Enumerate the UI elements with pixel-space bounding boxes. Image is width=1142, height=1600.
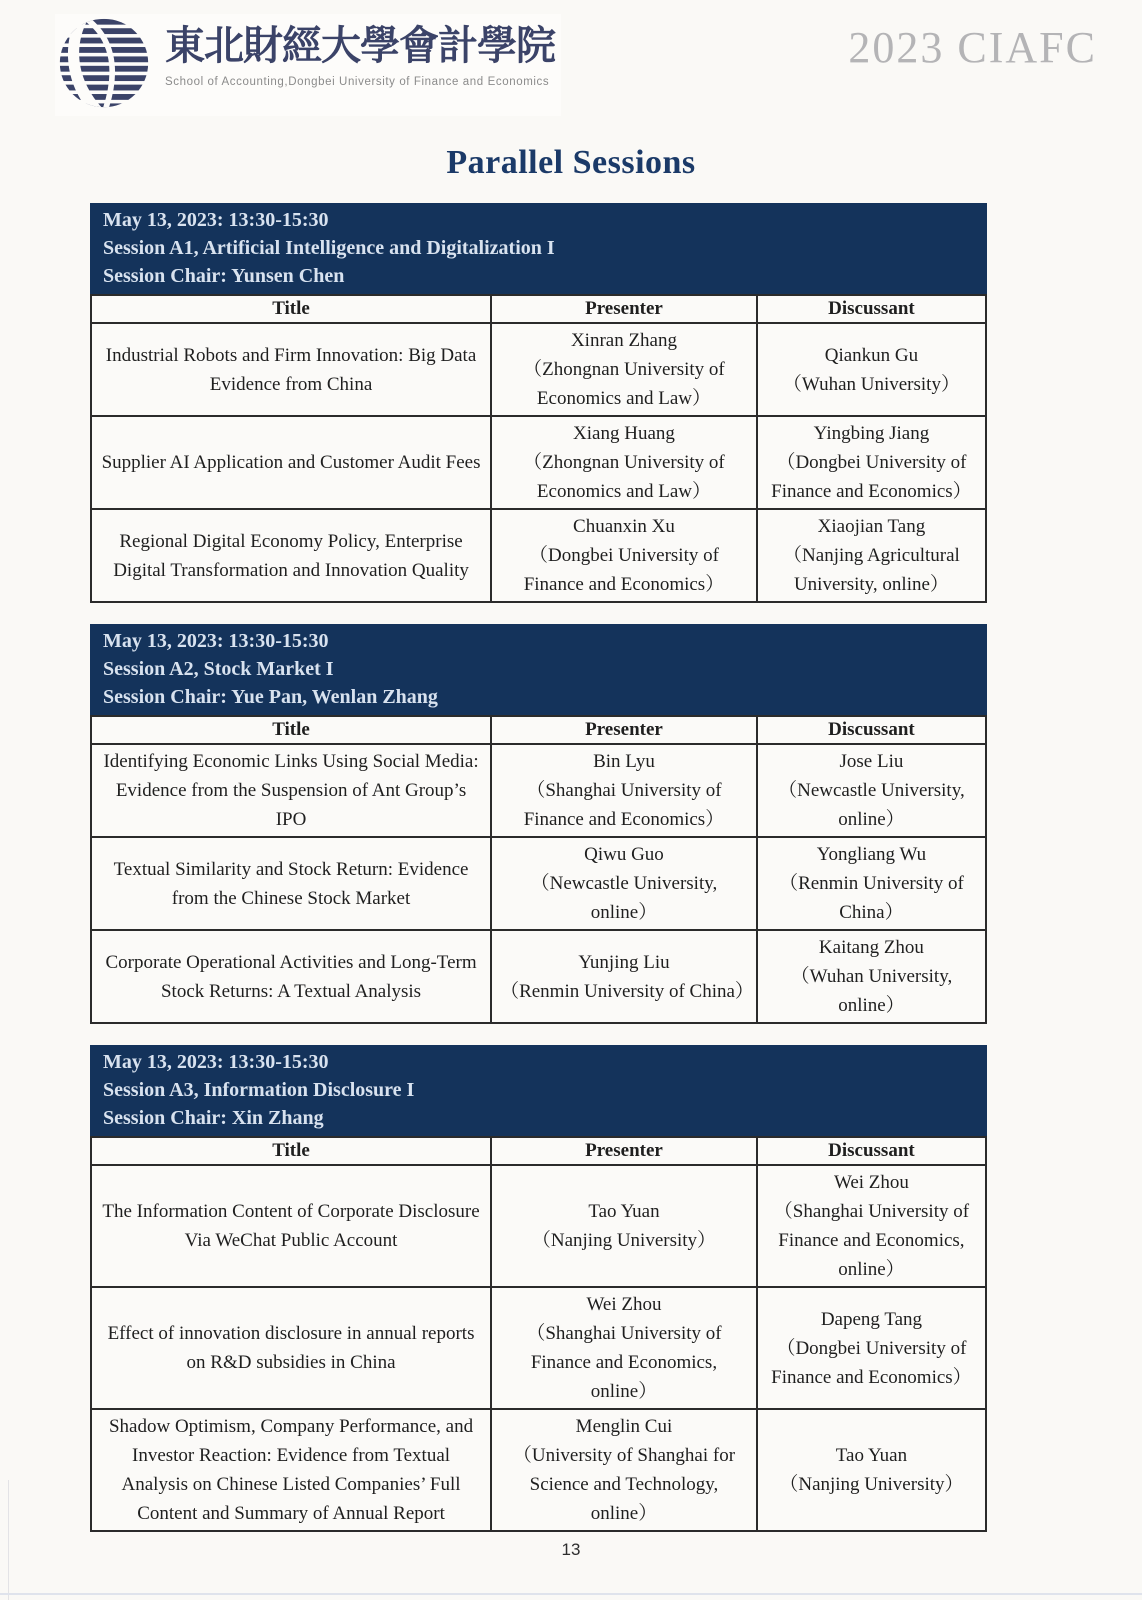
- presenter-affiliation: （Nanjing University）: [531, 1230, 717, 1251]
- paper-title: Identifying Economic Links Using Social Media: Evidence from the Suspension of Ant Group’s IPO: [91, 744, 491, 837]
- event-wordmark: 2023 CIAFC: [848, 23, 1097, 72]
- presenter-affiliation: （Shanghai University of Finance and Economics, online）: [526, 1323, 722, 1402]
- table-row: [91, 744, 986, 837]
- session-name: Session A2, Stock Market I: [103, 658, 334, 680]
- presenter-cell: [491, 416, 757, 509]
- session-a3-header: [90, 1045, 987, 1136]
- page-header: [0, 0, 1142, 118]
- discussant-affiliation: （Renmin University of China）: [779, 873, 964, 923]
- session-a2-header: [90, 624, 987, 715]
- presenter-name: Qiwu Guo: [584, 844, 664, 865]
- session-datetime: May 13, 2023: 13:30-15:30: [103, 630, 329, 652]
- paper-title: Regional Digital Economy Policy, Enterprise Digital Transformation and Innovation Quality: [91, 509, 491, 602]
- table-header-row: [91, 716, 986, 744]
- discussant-name: Dapeng Tang: [820, 1308, 923, 1330]
- column-header-discussant: Discussant: [757, 1137, 986, 1165]
- presenter-name: Bin Lyu: [593, 751, 655, 772]
- column-header-presenter: Presenter: [491, 1137, 757, 1165]
- session-a1-header: [90, 203, 987, 294]
- discussant-cell: [757, 416, 986, 509]
- presenter-name: Yunjing Liu: [578, 951, 670, 973]
- session-name: Session A1, Artificial Intelligence and Digitalization I: [103, 237, 555, 259]
- presenter-cell: [491, 744, 757, 837]
- column-header-presenter: Presenter: [491, 716, 757, 744]
- discussant-affiliation: （Nanjing University）: [779, 1474, 964, 1495]
- school-logo: [55, 14, 561, 116]
- discussant-name: Yongliang Wu: [816, 844, 927, 865]
- discussant-affiliation: （Newcastle University, online）: [778, 780, 965, 830]
- presenter-name: Tao Yuan: [588, 1201, 660, 1222]
- paper-title: The Information Content of Corporate Disclosure Via WeChat Public Account: [91, 1165, 491, 1287]
- discussant-cell: [757, 930, 986, 1023]
- presenter-affiliation: （Zhongnan University of Economics and Law）: [523, 452, 725, 502]
- column-header-discussant: Discussant: [757, 716, 986, 744]
- discussant-cell: [757, 1409, 986, 1531]
- table-row: [91, 416, 986, 509]
- session-a2-table: [90, 715, 987, 1024]
- session-chair: Session Chair: Yue Pan, Wenlan Zhang: [103, 686, 438, 708]
- table-row: [91, 509, 986, 602]
- presenter-affiliation: （Renmin University of China）: [500, 980, 754, 1002]
- presenter-cell: [491, 509, 757, 602]
- session-a1-table: [90, 294, 987, 603]
- logo-english-name: School of Accounting,Dongbei University of Finance and Economics: [165, 76, 550, 88]
- paper-title: Corporate Operational Activities and Long-Term Stock Returns: A Textual Analysis: [91, 930, 491, 1023]
- presenter-name: Xinran Zhang: [570, 330, 677, 351]
- presenter-cell: [491, 1165, 757, 1287]
- discussant-cell: [757, 509, 986, 602]
- discussant-affiliation: （Wuhan University, online）: [790, 966, 953, 1016]
- discussant-cell: [757, 837, 986, 930]
- presenter-affiliation: （Newcastle University, online）: [530, 873, 718, 923]
- discussant-name: Jose Liu: [839, 751, 904, 772]
- presenter-name: Xiang Huang: [573, 423, 675, 444]
- table-header-row: [91, 295, 986, 323]
- presenter-name: Chuanxin Xu: [573, 516, 675, 537]
- presenter-affiliation: （Dongbei University of Finance and Economics）: [523, 545, 725, 595]
- discussant-cell: [757, 744, 986, 837]
- discussant-affiliation: （Dongbei University of Finance and Economics）: [771, 452, 972, 502]
- session-a1: [90, 203, 987, 603]
- presenter-cell: [491, 1409, 757, 1531]
- discussant-name: Kaitang Zhou: [818, 937, 924, 958]
- presenter-cell: [491, 323, 757, 416]
- table-row: [91, 1165, 986, 1287]
- table-row: [91, 837, 986, 930]
- paper-title: Textual Similarity and Stock Return: Evidence from the Chinese Stock Market: [91, 837, 491, 930]
- table-header-row: [91, 1137, 986, 1165]
- presenter-affiliation: （Shanghai University of Finance and Economics）: [523, 780, 725, 830]
- session-name: Session A3, Information Disclosure I: [103, 1079, 415, 1101]
- discussant-affiliation: （Dongbei University of Finance and Economics）: [771, 1337, 972, 1388]
- session-a2: [90, 624, 987, 1024]
- discussant-name: Tao Yuan: [835, 1445, 908, 1466]
- logo-chinese-name: 東北財經大學會計學院: [165, 23, 555, 68]
- column-header-discussant: Discussant: [757, 295, 986, 323]
- discussant-cell: [757, 1287, 986, 1409]
- table-row: [91, 323, 986, 416]
- table-row: [91, 930, 986, 1023]
- paper-title: Supplier AI Application and Customer Audit Fees: [91, 416, 491, 509]
- discussant-name: Qiankun Gu: [824, 344, 919, 366]
- column-header-title: Title: [91, 295, 491, 323]
- session-chair: Session Chair: Yunsen Chen: [103, 265, 345, 287]
- presenter-name: Wei Zhou: [586, 1294, 662, 1315]
- paper-title: Industrial Robots and Firm Innovation: Big Data Evidence from China: [91, 323, 491, 416]
- discussant-name: Yingbing Jiang: [813, 423, 930, 444]
- discussant-affiliation: （Shanghai University of Finance and Economics, online）: [773, 1201, 970, 1280]
- discussant-name: Xiaojian Tang: [817, 516, 926, 537]
- session-chair: Session Chair: Xin Zhang: [103, 1107, 324, 1129]
- table-row: [91, 1287, 986, 1409]
- session-a3-table: [90, 1136, 987, 1532]
- paper-title: Effect of innovation disclosure in annual reports on R&D subsidies in China: [91, 1287, 491, 1409]
- presenter-affiliation: （University of Shanghai for Science and Technology, online）: [512, 1445, 736, 1524]
- presenter-cell: [491, 930, 757, 1023]
- session-datetime: May 13, 2023: 13:30-15:30: [103, 1051, 329, 1073]
- discussant-cell: [757, 1165, 986, 1287]
- page-number: 13: [561, 1540, 581, 1559]
- discussant-affiliation: （Nanjing Agricultural University, online）: [783, 545, 960, 595]
- session-a3: [90, 1045, 987, 1532]
- paper-title: Shadow Optimism, Company Performance, and Investor Reaction: Evidence from Textual Analysis on Chinese Listed Companies’ Full Content and Summary of Annual Report: [91, 1409, 491, 1531]
- column-header-presenter: Presenter: [491, 295, 757, 323]
- column-header-title: Title: [91, 1137, 491, 1165]
- page-edge-line: [8, 1480, 9, 1600]
- presenter-cell: [491, 1287, 757, 1409]
- discussant-affiliation: （Wuhan University）: [782, 373, 960, 395]
- presenter-affiliation: （Zhongnan University of Economics and Law）: [523, 359, 725, 409]
- discussant-cell: [757, 323, 986, 416]
- table-row: [91, 1409, 986, 1531]
- session-datetime: May 13, 2023: 13:30-15:30: [103, 209, 329, 231]
- page-bottom-rule: [0, 1593, 1142, 1595]
- page-title: Parallel Sessions: [446, 144, 696, 181]
- presenter-name: Menglin Cui: [575, 1416, 673, 1437]
- column-header-title: Title: [91, 716, 491, 744]
- logo-text: [165, 16, 555, 88]
- presenter-cell: [491, 837, 757, 930]
- discussant-name: Wei Zhou: [833, 1172, 909, 1193]
- globe-logo-icon: [57, 16, 151, 110]
